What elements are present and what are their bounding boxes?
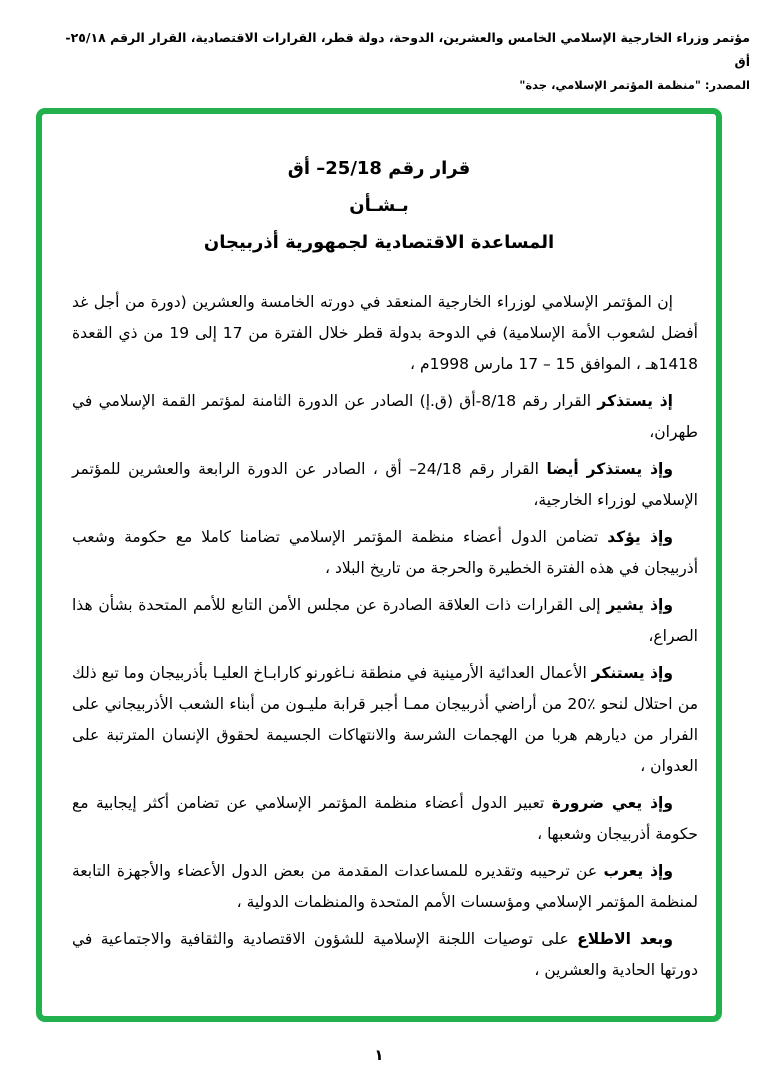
resolution-number: قرار رقم 25/18– أق [287, 158, 471, 179]
header-source-line: المصدر: "منظمة المؤتمر الإسلامي، جدة" [519, 78, 750, 92]
preamble-paragraph [72, 287, 698, 380]
paragraph-lead: وإذ يستنكر [591, 664, 674, 682]
header-line-1: مؤتمر وزراء الخارجية الإسلامي الخامس والعشرين، الدوحة، دولة قطر، القرارات الاقتصادية، القرار الرقم ٢٥/١٨-أق [65, 30, 750, 69]
green-border-frame [36, 108, 722, 1022]
paragraph-lead: إذ يستذكر [597, 392, 673, 410]
paragraph-lead: وإذ يؤكد [607, 528, 674, 546]
paragraph-text: على توصيات اللجنة الإسلامية للشؤون الاقتصادية والثقافية والاجتماعية في دورتها الحادية والعشرين ، [72, 930, 698, 979]
paragraph-text: القرار رقم 8/18-أق (ق.إ) الصادر عن الدورة الثامنة لمؤتمر القمة الإسلامي في طهران، [72, 392, 698, 441]
resolution-body [42, 287, 716, 986]
preamble-paragraph [72, 386, 698, 448]
paragraph-text: إن المؤتمر الإسلامي لوزراء الخارجية المنعقد في دورته الخامسة والعشرين (دورة من أجل غد أفضل لشعوب الأمة الإسلامية) في الدوحة بدولة قطر خلال الفترة من 17 إلى 19 من ذي القعدة 1418هـ ، الموافق 15 – 17 مارس 1998م ، [72, 293, 698, 373]
paragraph-lead: وإذ يعي ضرورة [551, 794, 674, 812]
preamble-paragraph [72, 856, 698, 918]
paragraph-text: عن ترحيبه وتقديره للمساعدات المقدمة من بعض الدول الأعضاء والأجهزة التابعة لمنظمة المؤتمر الإسلامي ومؤسسات الأمم المتحدة والمنظمات الدولية ، [72, 862, 698, 911]
preamble-paragraph [72, 522, 698, 584]
preamble-paragraph [72, 658, 698, 782]
paragraph-lead: وبعد الاطلاع [577, 930, 673, 948]
paragraph-lead: وإذ يستذكر أيضا [546, 460, 673, 478]
paragraph-lead: وإذ يشير [606, 596, 673, 614]
paragraph-lead: وإذ يعرب [603, 862, 673, 880]
preamble-paragraph [72, 924, 698, 986]
resolution-title-block [52, 150, 706, 261]
paragraph-text: القرار رقم 24/18– أق ، الصادر عن الدورة الرابعة والعشرين للمؤتمر الإسلامي لوزراء الخارجية، [72, 460, 698, 509]
title-regarding: بـشـأن [349, 195, 409, 216]
title-subject: المساعدة الاقتصادية لجمهورية أذربيجان [203, 232, 555, 253]
paragraph-text: تعبير الدول أعضاء منظمة المؤتمر الإسلامي عن تضامن أكثر إيجابية مع حكومة أذربيجان وشعبها ، [72, 794, 698, 843]
preamble-paragraph [72, 788, 698, 850]
preamble-paragraph [72, 454, 698, 516]
paragraph-text: إلى القرارات ذات العلاقة الصادرة عن مجلس الأمن التابع للأمم المتحدة بشأن هذا الصراع، [72, 596, 698, 645]
document-header [56, 26, 750, 96]
page-number: ١ [374, 1046, 384, 1064]
paragraph-text: الأعمال العدائية الأرمينية في منطقة نـاغورنو كارابـاخ العليـا بأذربيجان وما تبع ذلك من احتلال لنحو ٪20 من أراضي أذربيجان ممـا أجبر قرابة مليـون من أبناء الشعب الأذربيجاني على الفرار من ديارهم هربا من الهجمات الشرسة والانتهاكات الجسيمة لحقوق الإنسان المترتبة على العدوان ، [72, 664, 698, 775]
preamble-paragraph [72, 590, 698, 652]
paragraph-text: تضامن الدول أعضاء منظمة المؤتمر الإسلامي تضامنا كاملا مع حكومة وشعب أذربيجان في هذه الفترة الخطيرة والحرجة من تاريخ البلاد ، [72, 528, 698, 577]
